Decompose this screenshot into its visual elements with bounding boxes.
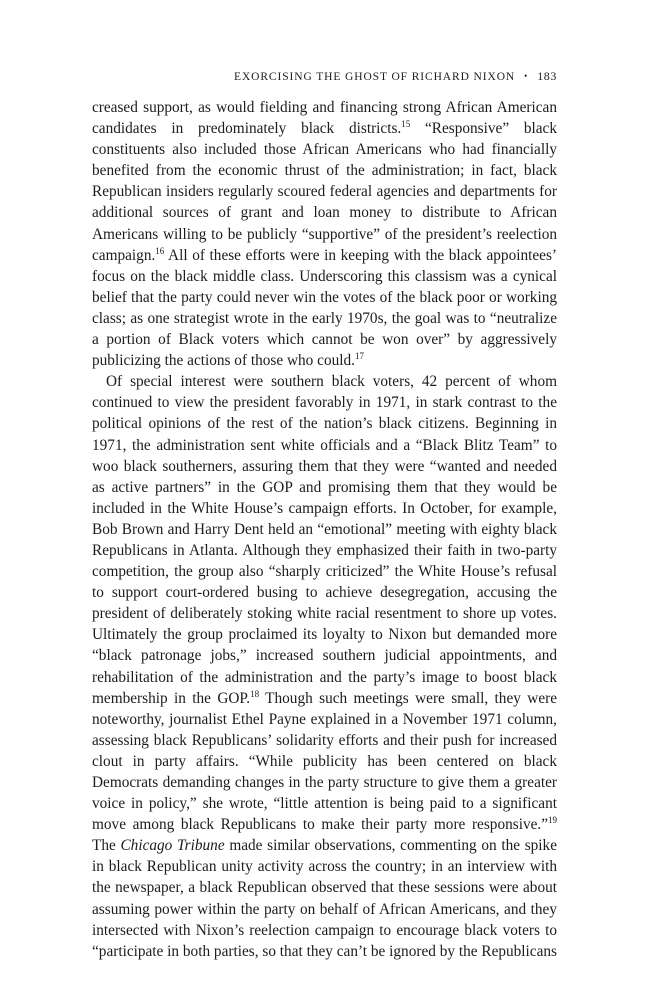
footnote-ref-15: 15 [401,119,411,129]
paragraph-1 [92,97,557,371]
running-head [92,69,557,84]
paragraph-2-part-2: Though such meetings were small, they were noteworthy, journalist Ethel Payne explained in a November 1971 column, assessing black Republicans’ solidarity efforts and their push for increased clout in party affairs. “While publicity has been centered on black Democrats demanding changes in the party structure to give them a greater voice in policy,” she wrote, “little attention is being paid to a significant move among black Republicans to make their party more responsive.” [92,689,557,834]
page-number: 183 [537,69,557,83]
footnote-ref-18: 18 [250,688,260,699]
paragraph-1-part-3: All of these efforts were in keeping with the black appointees’ focus on the black middle class. Underscoring this classism was a cynical belief that the party could never win the votes of the black poor or working class; as one strategist wrote in the early 1970s, the goal was to “neutralize a portion of Black voters which cannot be won over” by aggressively publicizing the actions of those who could. [92,246,557,370]
footnote-ref-17: 17 [354,351,364,362]
footnote-ref-19: 19 [548,815,557,826]
running-head-title: EXORCISING THE GHOST OF RICHARD NIXON [234,71,516,83]
paragraph-2-part-1: Of special interest were southern black voters, 42 percent of whom continued to view the president favorably in 1971, in stark contrast to the political opinions of the rest of the nation’s black citizens. Beginning in 1971, the administration sent white officials and a “Black Blitz Team” to woo black southerners, assuring them that they were “wanted and needed as active partners” in the GOP and promising them that they would be included in the White House’s campaign efforts. In October, for example, Bob Brown and Harry Dent held an “emotional” meeting with eighty black Republicans in Atlanta. Although they emphasized their faith in two-party competition, the group also “sharply criticized” the White House’s refusal to support court-ordered busing to achieve desegregation, accusing the president of deliberately stoking white racial resentment to shore up votes. Ultimately the group proclaimed its loyalty to Nixon but demanded more “black patronage jobs,” increased southern judicial appointments, and rehabilitation of the administration and the party’s image to boost black membership in the GOP. [92,373,557,707]
body-text [92,97,557,962]
paragraph-2-part-4: made similar observations, commenting on the spike in black Republican unity activity across the country; in an interview with the newspaper, a black Republican observed that these sessions were about assuming power within the party on behalf of African Americans, and they intersected with Nixon’s reelection campaign to encourage black voters to “participate in both parties, so that they can’t be ignored by the Republicans [92,837,557,960]
paragraph-1-part-1: creased support, as would fielding and financing strong African American candidates in predominately black districts. [92,99,557,138]
paragraph-1-part-2: “Responsive” black constituents also included those African Americans who had financially benefited from the economic thrust of the administration; in fact, black Republican insiders regularly scoured federal agencies and departments for additional sources of grant and loan money to distribute to African Americans willing to be publicly “supportive” of the president’s reelection campaign. [92,120,557,264]
paragraph-2-part-3: The [92,837,121,855]
footnote-ref-16: 16 [155,245,165,256]
paragraph-2 [92,371,557,962]
newspaper-title: Chicago Tribune [120,837,225,855]
running-head-separator: • [524,71,529,81]
